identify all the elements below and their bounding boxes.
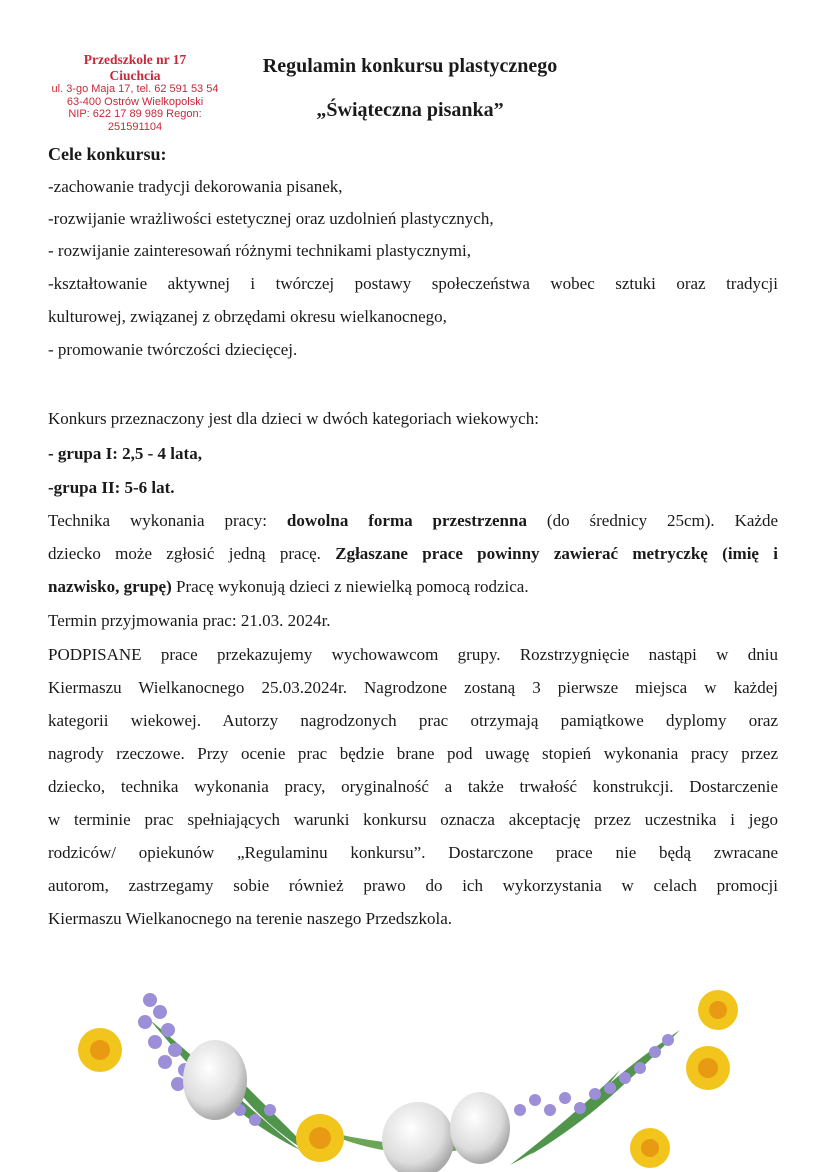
rules-line: kategorii wiekowej. Autorzy nagrodzonych prac otrzymają pamiątkowe dyplomy oraz bbox=[48, 711, 778, 730]
stamp-city: 63-400 Ostrów Wielkopolski bbox=[66, 95, 204, 108]
stamp-address: ul. 3-go Maja 17, tel. 62 591 53 54 bbox=[51, 83, 219, 96]
rules-line: dziecko, technika wykonania pracy, oryginalność a także trwałość konstrukcji. Dostarczenie bbox=[48, 777, 778, 796]
rules-line: Kiermaszu Wielkanocnego na terenie naszego Przedszkola. bbox=[48, 909, 452, 928]
category-group-1: - grupa I: 2,5 - 4 lata, bbox=[48, 444, 202, 463]
stamp-ids: NIP: 622 17 89 989 Regon: 251591104 bbox=[68, 108, 202, 133]
goal-item: -kształtowanie aktywnej i twórczej postawy społeczeństwa wobec sztuki oraz tradycji bbox=[48, 274, 778, 293]
daffodil-left bbox=[78, 1028, 122, 1072]
rules-line: autorom, zastrzegamy sobie również prawo do ich wykorzystania w celach promocji bbox=[48, 876, 778, 895]
category-group-2: -grupa II: 5-6 lat. bbox=[48, 478, 175, 497]
stamp-name-2: Ciuchcia bbox=[109, 67, 161, 83]
rules-line: PODPISANE prace przekazujemy wychowawcom grupy. Rozstrzygnięcie nastąpi w dniu bbox=[48, 645, 778, 664]
technique-line-1: Technika wykonania pracy: dowolna forma przestrzenna (do średnicy 25cm). Każde bbox=[48, 511, 779, 530]
technique-line-3: nazwisko, grupę) Pracę wykonują dzieci z niewielką pomocą rodzica. bbox=[48, 577, 529, 596]
goals-heading: Cele konkursu: bbox=[48, 144, 167, 164]
goal-item: - rozwijanie zainteresowań różnymi technikami plastycznymi, bbox=[48, 241, 471, 260]
rules-line: Kiermaszu Wielkanocnego 25.03.2024r. Nagrodzone zostaną 3 pierwsze miejsca w każdej bbox=[48, 678, 778, 697]
goal-item: kulturowej, związanej z obrzędami okresu wielkanocnego, bbox=[48, 307, 447, 326]
goal-item: -rozwijanie wrażliwości estetycznej oraz uzdolnień plastycznych, bbox=[48, 209, 494, 228]
easter-garland-illustration bbox=[0, 960, 828, 1172]
technique-line-2: dziecko może zgłosić jedną pracę. Zgłaszane prace powinny zawierać metryczkę (imię i bbox=[48, 544, 779, 563]
deadline: Termin przyjmowania prac: 21.03. 2024r. bbox=[48, 611, 331, 630]
categories-intro: Konkurs przeznaczony jest dla dzieci w dwóch kategoriach wiekowych: bbox=[48, 409, 539, 428]
rules-line: nagrody rzeczowe. Przy ocenie prac będzie brane pod uwagę stopień wykonania pracy przez bbox=[48, 744, 778, 763]
stamp-name: Przedszkole nr 17 bbox=[83, 52, 187, 67]
goal-item: - promowanie twórczości dziecięcej. bbox=[48, 340, 298, 359]
document-subtitle: „Świąteczna pisanka” bbox=[316, 99, 504, 121]
document-title: Regulamin konkursu plastycznego bbox=[262, 55, 558, 77]
rules-line: w terminie prac spełniających warunki konkursu oznacza akceptację przez uczestnika i jego bbox=[48, 810, 778, 829]
goal-item: -zachowanie tradycji dekorowania pisanek, bbox=[48, 177, 343, 196]
rules-line: rodziców/ opiekunów „Regulaminu konkursu”. Dostarczone prace nie będą zwracane bbox=[48, 843, 778, 862]
document-header bbox=[200, 56, 620, 120]
